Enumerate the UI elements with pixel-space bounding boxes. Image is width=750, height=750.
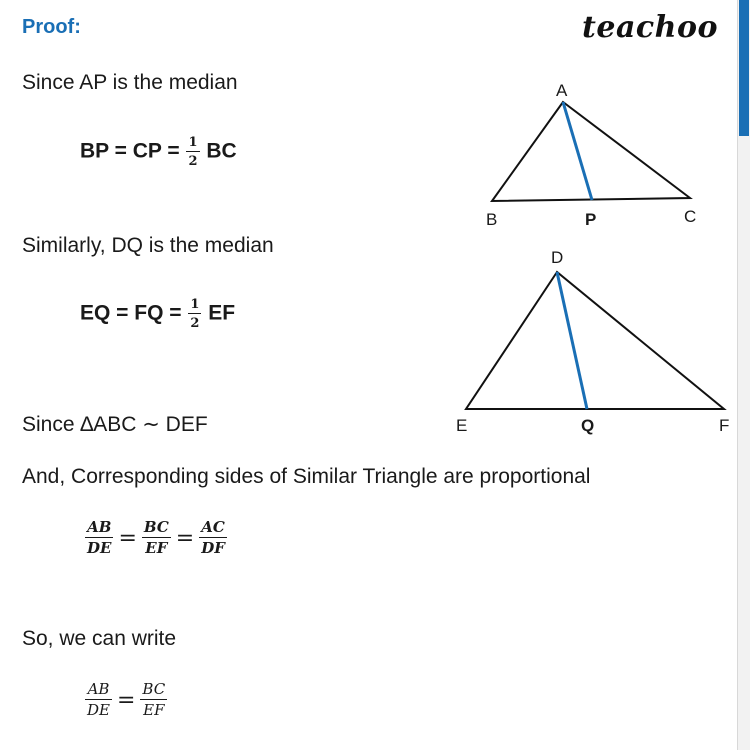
statement-so-write: So, we can write: [22, 627, 177, 650]
fraction-numerator: 1: [190, 297, 200, 312]
fraction-denominator: DF: [201, 539, 225, 557]
fraction-numerator: AB: [85, 520, 113, 538]
scrollbar-thumb[interactable]: [739, 0, 749, 136]
vertex-label-f: F: [719, 416, 730, 435]
triangle-abc-outline: [492, 102, 690, 201]
equals-sign: =: [175, 525, 195, 551]
midpoint-label-p: P: [585, 210, 597, 229]
median-ap: [563, 102, 592, 200]
fraction-denominator: 2: [190, 316, 200, 331]
fraction-denominator: EF: [145, 539, 168, 557]
equation-eq-fq-lhs: EQ = FQ =: [80, 301, 188, 325]
equation-eq-fq-rhs: EF: [202, 301, 236, 325]
vertex-label-a: A: [556, 81, 568, 100]
fraction-numerator: BC: [143, 518, 169, 536]
equation-bp-cp-lhs: BP = CP =: [80, 139, 186, 163]
fraction-denominator: DE: [87, 701, 110, 719]
fraction-numerator: BC: [142, 680, 166, 698]
statement-ap-median: Since AP is the median: [22, 71, 238, 94]
equals-sign: =: [118, 525, 137, 551]
fraction-denominator: 2: [188, 154, 198, 169]
vertex-label-c: C: [684, 207, 697, 226]
teachoo-logo: teachoo: [582, 10, 718, 45]
statement-dq-median: Similarly, DQ is the median: [22, 234, 274, 257]
vertex-label-e: E: [456, 416, 468, 435]
statement-proportional: And, Corresponding sides of Similar Triangle are proportional: [22, 465, 591, 488]
fraction-denominator: DE: [87, 539, 112, 557]
statement-similarity: Since ∆ABC ∼ DEF: [22, 413, 208, 436]
proof-heading: Proof:: [22, 16, 81, 38]
vertex-label-b: B: [486, 210, 498, 229]
vertex-label-d: D: [551, 248, 564, 267]
fraction-numerator: AB: [85, 682, 112, 700]
midpoint-label-q: Q: [581, 416, 595, 435]
triangle-def: [456, 248, 729, 435]
equation-bp-cp-rhs: BC: [200, 139, 237, 163]
fraction-numerator: 1: [188, 135, 198, 150]
fraction-numerator: AC: [199, 520, 227, 538]
fraction-denominator: EF: [143, 701, 165, 719]
triangle-def-outline: [466, 272, 724, 409]
equals-sign: =: [116, 687, 136, 713]
triangle-abc: [486, 81, 696, 229]
